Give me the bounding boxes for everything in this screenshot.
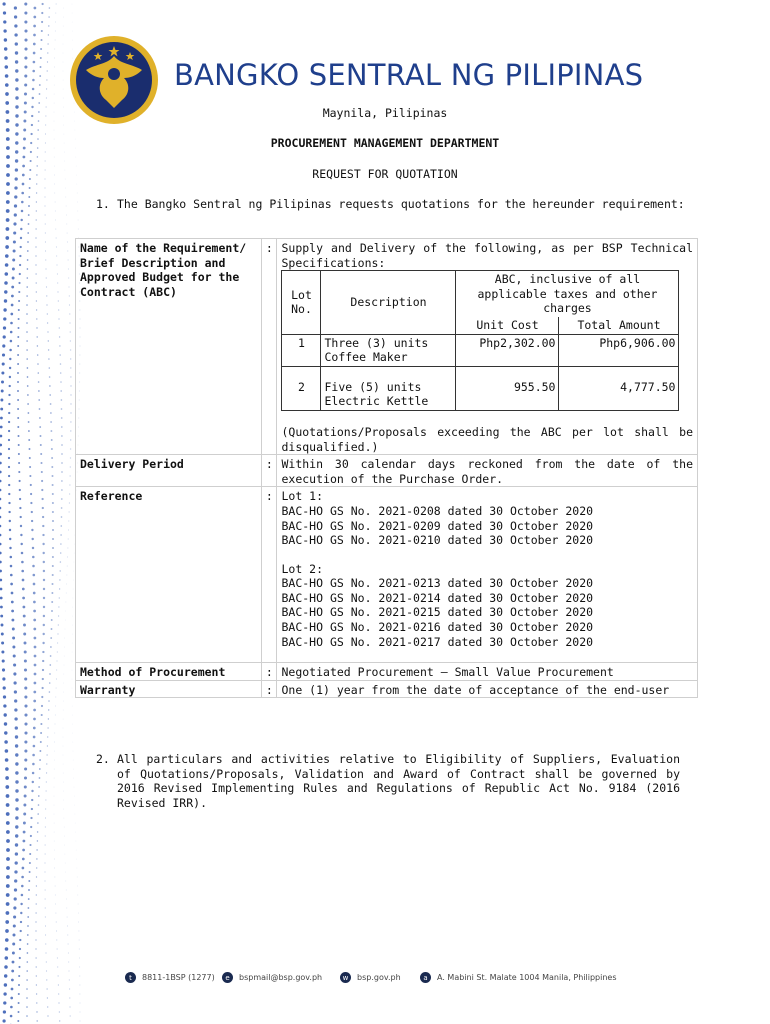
email-icon: e (222, 972, 233, 983)
abc-header: ABC, inclusive of all applicable taxes and other charges (456, 271, 679, 317)
colon: : (262, 239, 277, 455)
reference-line: BAC-HO GS No. 2021-0210 dated 30 October 2020 (281, 533, 594, 548)
phone-icon: t (125, 972, 136, 983)
method-label: Method of Procurement (76, 663, 262, 681)
abc-header-row (282, 271, 679, 317)
warranty-row (76, 680, 698, 698)
para2-text: All particulars and activities relative to Eligibility of Suppliers, Evaluation of Quotations/Proposals, Validation and Award of Contract shall be governed by 2016 Revised Implementing Rules and Regulations of Republic Act No. 9184 (2016 Revised IRR). (117, 752, 680, 810)
governing-rules-paragraph (96, 752, 680, 810)
reference-line: BAC-HO GS No. 2021-0215 dated 30 October 2020 (281, 605, 594, 620)
reference-line: BAC-HO GS No. 2021-0216 dated 30 October 2020 (281, 620, 594, 635)
lot-cell: 1 (282, 334, 321, 366)
web-icon: w (340, 972, 351, 983)
colon: : (262, 455, 277, 487)
delivery-label: Delivery Period (76, 455, 262, 487)
colon: : (262, 680, 277, 698)
department-heading: PROCUREMENT MANAGEMENT DEPARTMENT (270, 136, 500, 150)
total-amount-cell: 4,777.50 (559, 366, 679, 410)
lot2-title: Lot 2: (281, 561, 324, 576)
lot1-title: Lot 1: (281, 489, 324, 504)
reference-row (76, 487, 698, 663)
colon: : (262, 663, 277, 681)
lot-cell: 2 (282, 366, 321, 410)
reference-label: Reference (76, 487, 262, 663)
delivery-row (76, 455, 698, 487)
footer-phone-text: 8811-1BSP (1277) (142, 973, 215, 982)
description-header: Description (321, 271, 456, 334)
unit-cost-cell: Php2,302.00 (456, 334, 559, 366)
warranty-value: One (1) year from the date of acceptance of the end-user (277, 680, 698, 698)
method-value: Negotiated Procurement – Small Value Procurement (277, 663, 698, 681)
lot-header: Lot No. (282, 271, 321, 334)
footer-email (222, 972, 322, 983)
reference-line: BAC-HO GS No. 2021-0209 dated 30 October 2020 (281, 518, 594, 533)
bank-name-heading: BANGKO SENTRAL NG PILIPINAS (174, 58, 644, 92)
warranty-label: Warranty (76, 680, 262, 698)
delivery-value: Within 30 calendar days reckoned from the date of the execution of the Purchase Order. (277, 455, 698, 487)
footer-phone (125, 972, 215, 983)
location-line: Maynila, Pilipinas (322, 106, 448, 120)
address-icon: a (420, 972, 431, 983)
footer-email-text: bspmail@bsp.gov.ph (239, 973, 323, 982)
footer-address (420, 972, 617, 983)
requirement-value (277, 239, 698, 455)
requirement-label: Name of the Requirement/ Brief Description and Approved Budget for the Contract (ABC) (76, 239, 262, 455)
table-row (282, 334, 679, 366)
description-cell: Three (3) units Coffee Maker (321, 334, 456, 366)
total-amount-header: Total Amount (559, 317, 679, 334)
reference-line: BAC-HO GS No. 2021-0217 dated 30 October 2020 (281, 634, 594, 649)
document-title: REQUEST FOR QUOTATION (312, 167, 458, 181)
disqualification-note: (Quotations/Proposals exceeding the ABC per lot shall be disqualified.) (281, 424, 693, 454)
unit-cost-cell: 955.50 (456, 366, 559, 410)
total-amount-cell: Php6,906.00 (559, 334, 679, 366)
intro-text: The Bangko Sentral ng Pilipinas requests quotations for the hereunder requirement: (117, 197, 685, 211)
description-cell: Five (5) units Electric Kettle (321, 366, 456, 410)
footer (0, 972, 770, 990)
reference-line: BAC-HO GS No. 2021-0213 dated 30 October 2020 (281, 576, 594, 591)
requirements-table (75, 238, 698, 698)
reference-line: BAC-HO GS No. 2021-0214 dated 30 October 2020 (281, 590, 594, 605)
unit-cost-header: Unit Cost (456, 317, 559, 334)
footer-web-text: bsp.gov.ph (357, 973, 401, 982)
requirement-text: Supply and Delivery of the following, as per BSP Technical Specifications: (281, 241, 693, 270)
method-row (76, 663, 698, 681)
reference-value (277, 487, 698, 663)
footer-web (340, 972, 401, 983)
intro-paragraph (96, 197, 696, 212)
intro-number: 1. (96, 197, 110, 211)
para2-number: 2. (96, 752, 110, 766)
footer-address-text: A. Mabini St. Malate 1004 Manila, Philippines (437, 973, 617, 982)
abc-table (281, 270, 679, 411)
requirement-row (76, 239, 698, 455)
table-row (282, 366, 679, 410)
colon: : (262, 487, 277, 663)
reference-line: BAC-HO GS No. 2021-0208 dated 30 October 2020 (281, 503, 594, 518)
